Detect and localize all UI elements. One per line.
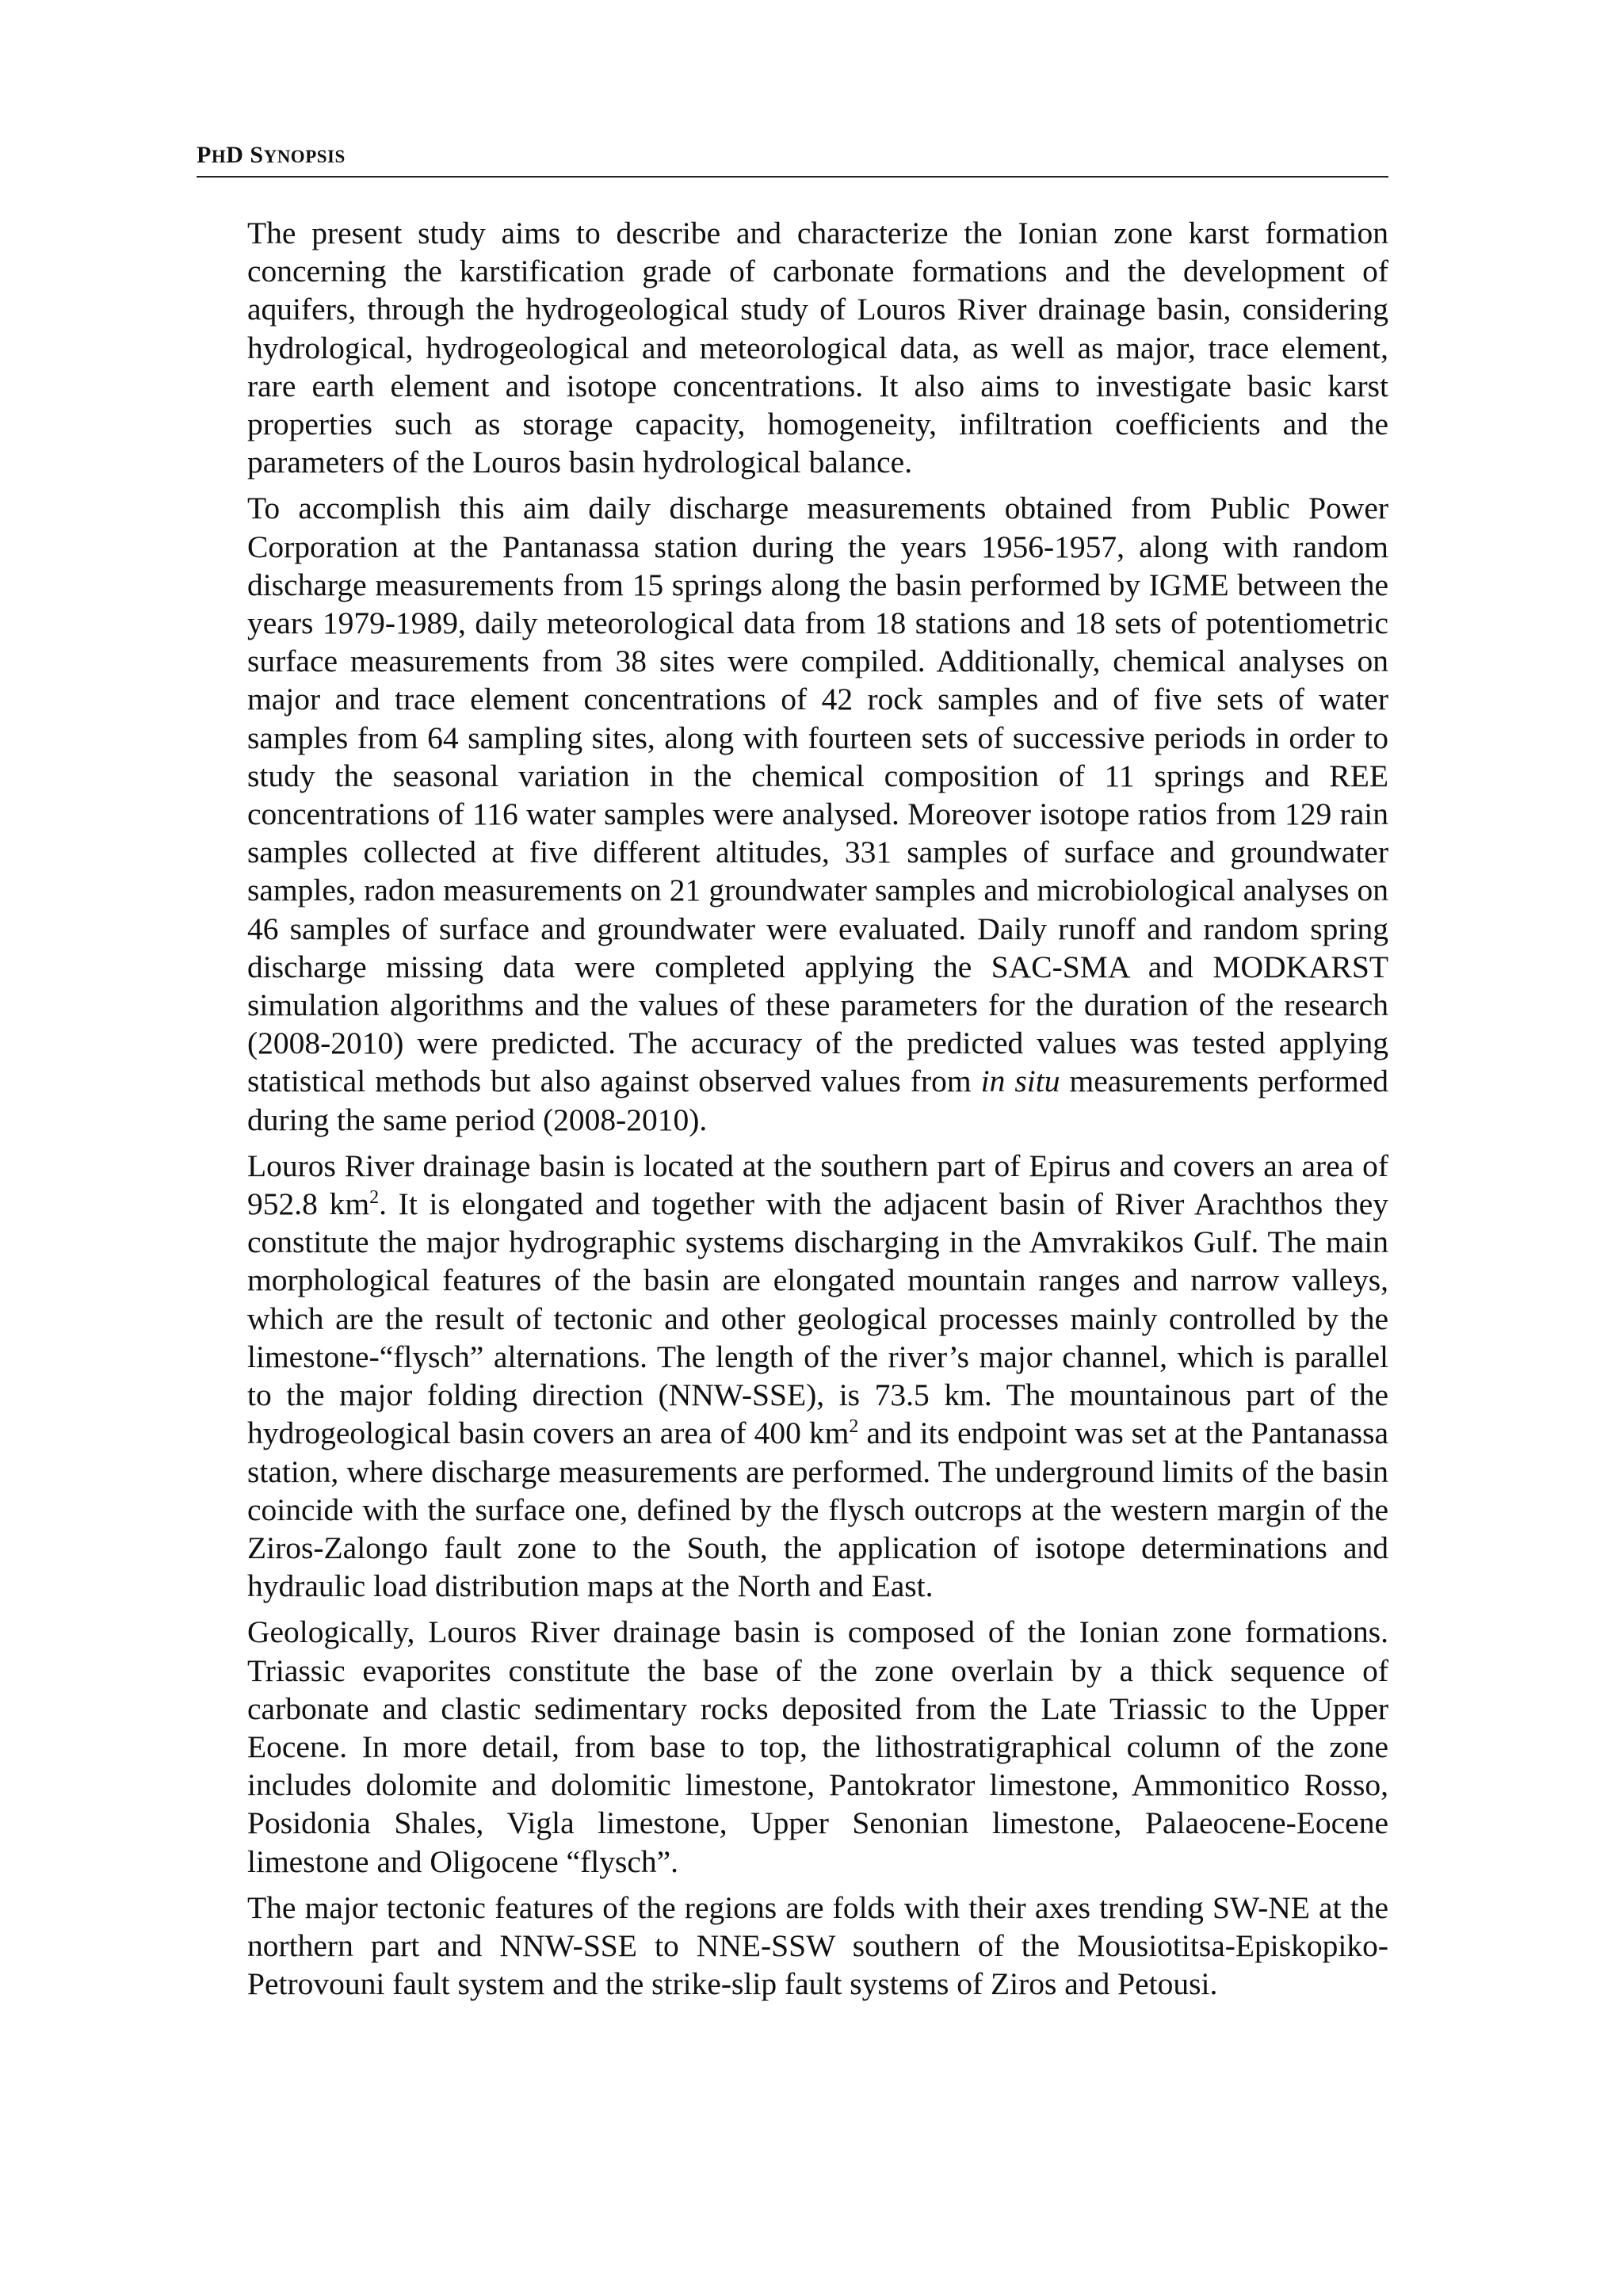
paragraph-3-text-b: . It is elongated and together with the adjacent basin of River Arachthos they constitute the major hydrographic systems discharging in the Amvrakikos Gulf. The main morphological features of the basin are elongated mountain ranges and narrow valleys, which are the result of tectonic and other geological processes mainly controlled by the limestone-“flysch” alternations. The length of the river’s major channel, which is parallel to the major folding direction (NNW-SSE), is 73.5 km. The mountainous part of the hydrogeological basin covers an area of 400 km [247, 1186, 1388, 1451]
paragraph-3-sup-b: 2 [849, 1416, 859, 1438]
synopsis-body [247, 214, 1388, 2011]
header-title-h: H [211, 147, 227, 166]
paragraph-4-text: Geologically, Louros River drainage basin is composed of the Ionian zone formations. Triassic evaporites constitute the base of the zone overlain by a thick sequence of carbonate and clastic sedimentary rocks deposited from the Late Triassic to the Upper Eocene. In more detail, from base to top, the lithostratigraphical column of the zone includes dolomite and dolomitic limestone, Pantokrator limestone, Ammonitico Rosso, Posidonia Shales, Vigla limestone, Upper Senonian limestone, Palaeocene-Eocene limestone and Oligocene “flysch”. [247, 1614, 1388, 1879]
paragraph-3-text-a: Louros River drainage basin is located at the southern part of Epirus and covers an area of 952.8 km [247, 1148, 1388, 1222]
header-title-ynopsis: YNOPSIS [263, 147, 346, 166]
paragraph-5-text: The major tectonic features of the regions are folds with their axes trending SW-NE at the northern part and NNW-SSE to NNE-SSW southern of the Mousiotitsa-Episkopiko-Petrovouni fault system and the strike-slip fault systems of Ziros and Petousi. [247, 1889, 1388, 2002]
paragraph-2-italic: in situ [980, 1064, 1060, 1099]
paragraph-3-text-c: and its endpoint was set at the Pantanassa station, where discharge measurements are performed. The underground limits of the basin coincide with the surface one, defined by the flysch outcrops at the western margin of the Ziros-Zalongo fault zone to the South, the application of isotope determinations and hydraulic load distribution maps at the North and East. [247, 1415, 1388, 1604]
paragraph-2-text-a: To accomplish this aim daily discharge measurements obtained from Public Power Corporation at the Pantanassa station during the years 1956-1957, along with random discharge measurements from 15 springs along the basin performed by IGME between the years 1979-1989, daily meteorological data from 18 stations and 18 sets of potentiometric surface measurements from 38 sites were compiled. Additionally, chemical analyses on major and trace element concentrations of 42 rock samples and of five sets of water samples from 64 sampling sites, along with fourteen sets of successive periods in order to study the seasonal variation in the chemical composition of 11 springs and REE concentrations of 116 water samples were analysed. Moreover isotope ratios from 129 rain samples collected at five different altitudes, 331 samples of surface and groundwater samples, radon measurements on 21 groundwater samples and microbiological analyses on 46 samples of surface and groundwater were evaluated. Daily runoff and random spring discharge missing data were completed applying the SAC-SMA and MODKARST simulation algorithms and the values of these parameters for the duration of the research (2008-2010) were predicted. The accuracy of the predicted values was tested applying statistical methods but also against observed values from [247, 491, 1388, 1099]
header-title [197, 141, 1388, 171]
paragraph-3 [247, 1147, 1388, 1605]
paragraph-5 [247, 1889, 1388, 2004]
paragraph-3-sup-a: 2 [369, 1186, 380, 1208]
paragraph-1-text: The present study aims to describe and characterize the Ionian zone karst formation concerning the karstification grade of carbonate formations and the development of aquifers, through the hydrogeological study of Louros River drainage basin, considering hydrological, hydrogeological and meteorological data, as well as major, trace element, rare earth element and isotope concentrations. It also aims to investigate basic karst properties such as storage capacity, homogeneity, infiltration coefficients and the parameters of the Louros basin hydrological balance. [247, 216, 1388, 480]
paragraph-4 [247, 1613, 1388, 1880]
paragraph-2-text-b: measurements performed during the same period (2008-2010). [247, 1064, 1389, 1137]
paragraph-1 [247, 214, 1388, 481]
header-title-d-s: D S [226, 142, 264, 168]
header-title-p: P [197, 142, 212, 168]
paragraph-2 [247, 489, 1388, 1138]
page-header [197, 141, 1388, 178]
